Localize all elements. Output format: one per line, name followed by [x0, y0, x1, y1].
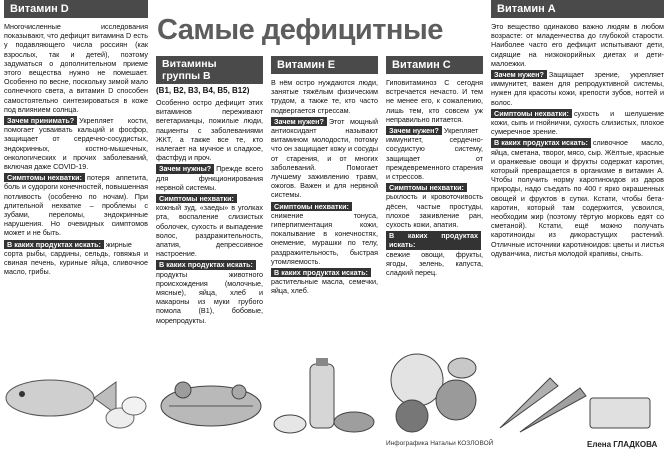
vitamin-e-symptoms-text: снижение тонуса, гиперпигментация кожи, покалывание в конечностях, онемение, мурашки по телу, раздражительность, быстрая утомляемость.	[271, 210, 378, 266]
vitamin-a-intro: Это вещество одинаково важно людям в любом возрасте: от младенчества до глубокой старости. Наиболее часто его дефицит испытывают дети, сидящие на низкокорийных диетах и дети-малоежки.	[491, 22, 664, 68]
carrots-butter-illustration	[490, 358, 665, 436]
author-name: Елена ГЛАДКОВА	[587, 440, 658, 449]
vitamin-e-why-label: Зачем нужен?	[271, 117, 327, 126]
vitamin-c-why-label: Зачем нужен?	[386, 126, 442, 135]
vitamin-b-foods-text: продукты животного происхождения (молочные, мясные), яйца, хлеб и макароны из муки грубого помола (В1), бобовые, морепродукты.	[156, 269, 263, 325]
vitamin-c-symptoms-label: Симптомы нехватки:	[386, 183, 467, 192]
vitamin-a-symptoms-label: Симптомы нехватки:	[491, 109, 572, 118]
vitamin-d-symptoms-text: потеря аппетита, боль и судороги конечностей, повышенная потливость (особенно по ночам). При длительной нехватке – проблемы с зубами, переломы, эндокринные нарушения. Но очевидных симптомов может и не быть.	[4, 173, 148, 238]
vitamin-b-intro: Особенно остро дефицит этих витаминов переживают вегетарианцы, пожилые люди, пациенты с заболеваниями ЖКТ, а также все те, кто налегает на мучное и сладкое, фастфуд и проч.	[156, 98, 263, 163]
page-title: Самые дефицитные	[157, 14, 443, 46]
vitamin-a-heading: Витамин А	[491, 0, 664, 18]
vitamin-b-heading: Витамины группы В	[156, 56, 263, 84]
fish-eggs-illustration	[0, 346, 152, 436]
fruits-vegetables-illustration	[382, 330, 487, 438]
vitamin-d-foods-label: В каких продуктах искать:	[4, 240, 104, 249]
vitamin-d-heading: Витамин D	[4, 0, 148, 18]
bread-nuts-illustration	[155, 368, 267, 438]
vitamin-a-why-text: Защищает зрение, укрепляет иммунитет, важен для репродуктивной системы, нужен для красоты кожи, крепости зубов, ногтей и волос.	[491, 70, 664, 107]
vitamin-e-why-text: Этот мощный антиоксидант называют витамином молодости, потому что он защищает кожу и сосуды от старения, и от многих заболеваний. Помогает лучшему заживлению травм, ожогов. Важен и для нервной системы.	[271, 116, 378, 200]
vitamin-c-why-text: Укрепляет иммунитет, сердечно-сосудистую систему, защищает от преждевременного старения и стрессов.	[386, 126, 483, 182]
vitamin-d-intro: Многочисленные исследования показывают, что дефицит витамина D есть у подавляющего числа россиян (как взрослых, так и детей), поэтому задуматься о дополнительном приеме этого вещества нужно не помешает. Особенно по весне, поскольку зимой мало солнечного света, а витамин D способен самостоятельно синтезироваться в коже под влиянием солнца.	[4, 22, 148, 114]
vitamin-a-symptoms-text: сухость и шелушение кожи, сыпь и гнойнички, сухость слизистых, плохое сумеречное зрение.	[491, 108, 664, 137]
vitamin-b-why-label: Зачем нужны?	[156, 164, 214, 173]
vitamin-c-foods-text: свежие овощи, фрукты, ягоды, зелень, капуста, сладкий перец.	[386, 249, 483, 278]
vitamin-d-foods-text: жирные сорта рыбы, сардины, сельдь, говяжья и свиная печень, куриные яйца, сливочное масло, грибы.	[4, 239, 148, 277]
vitamin-e-foods-text: растительные масла, семечки, яйца, хлеб.	[271, 277, 378, 296]
vitamin-d-why-text: Укрепляет кости, помогает усваивать кальций и фосфор, защищает от сердечно-сосудистых, эндокринных, костно-мышечных, онкологических и прочих заболеваний, включая даже COVID-19.	[4, 116, 148, 172]
vitamin-e-intro: В нём остро нуждаются люди, занятые тяжёлым физическим трудом, а также те, кто часто подвергается стрессам.	[271, 78, 378, 115]
vitamin-e-symptoms-label: Симптомы нехватки:	[271, 202, 352, 211]
infographic-credit: Инфографика Натальи КОЗЛОВОЙ	[386, 440, 494, 447]
vitamin-d-why-label: Зачем принимать?	[4, 116, 77, 125]
oil-seeds-illustration	[270, 356, 380, 438]
vitamin-a-foods-text: сливочное масло, яйца, сметана, творог, мясо, сыр. Жёлтые, красные и оранжевые овощи и фрукты содержат каротин, который превращается в организме в витамин А. Чтобы получить норму каротиноидов из даров природы, надо съедать по 400 г ярко окрашенных овощей и фруктов в сутки. Кстати, чтобы бета-каротин, который там содержится, усвоился, необходим жир (поэтому тёртую морковь едят со сметаной). Кстати, ещё можно получать каротиноиды из дикорастущих растений. Отличные источники каротиноидов: цветы и листья одуванчика, листья молодой крапивы, сныть.	[491, 138, 664, 258]
vitamin-d-symptoms-label: Симптомы нехватки:	[4, 173, 85, 182]
vitamin-b-why-text: Прежде всего для функционирования нервной системы.	[156, 164, 263, 192]
vitamin-b-symptoms-text: кожный зуд, «заеды» в уголках рта, воспаление слизистых оболочек, сухость и выпадение волос, раздражительность, апатия, депрессивное настроение.	[156, 203, 263, 259]
vitamin-e-foods-label: В каких продуктах искать:	[271, 268, 371, 277]
vitamin-c-foods-label: В каких продуктах искать:	[386, 231, 481, 249]
vitamin-b-foods-label: В каких продуктах искать:	[156, 260, 256, 269]
vitamin-b-symptoms-label: Симптомы нехватки:	[156, 194, 237, 203]
vitamin-c-symptoms-text: рыхлость и кровоточивость дёсен, частые простуды, плохое заживление ран, сухость кожи, апатия.	[386, 192, 483, 230]
vitamin-c-heading: Витамин С	[386, 56, 483, 74]
vitamin-b-subtitle: (В1, В2, В3, В4, В5, В12)	[156, 86, 250, 95]
vitamin-a-foods-label: В каких продуктах искать:	[491, 138, 591, 147]
vitamin-a-why-label: Зачем нужен?	[491, 70, 547, 79]
vitamin-e-heading: Витамин Е	[271, 56, 378, 74]
vitamin-c-intro: Гиповитаминоз С сегодня встречается нечасто. И тем не менее его, к сожалению, лишь тем, кто совсем уж неправильно питается.	[386, 78, 483, 124]
